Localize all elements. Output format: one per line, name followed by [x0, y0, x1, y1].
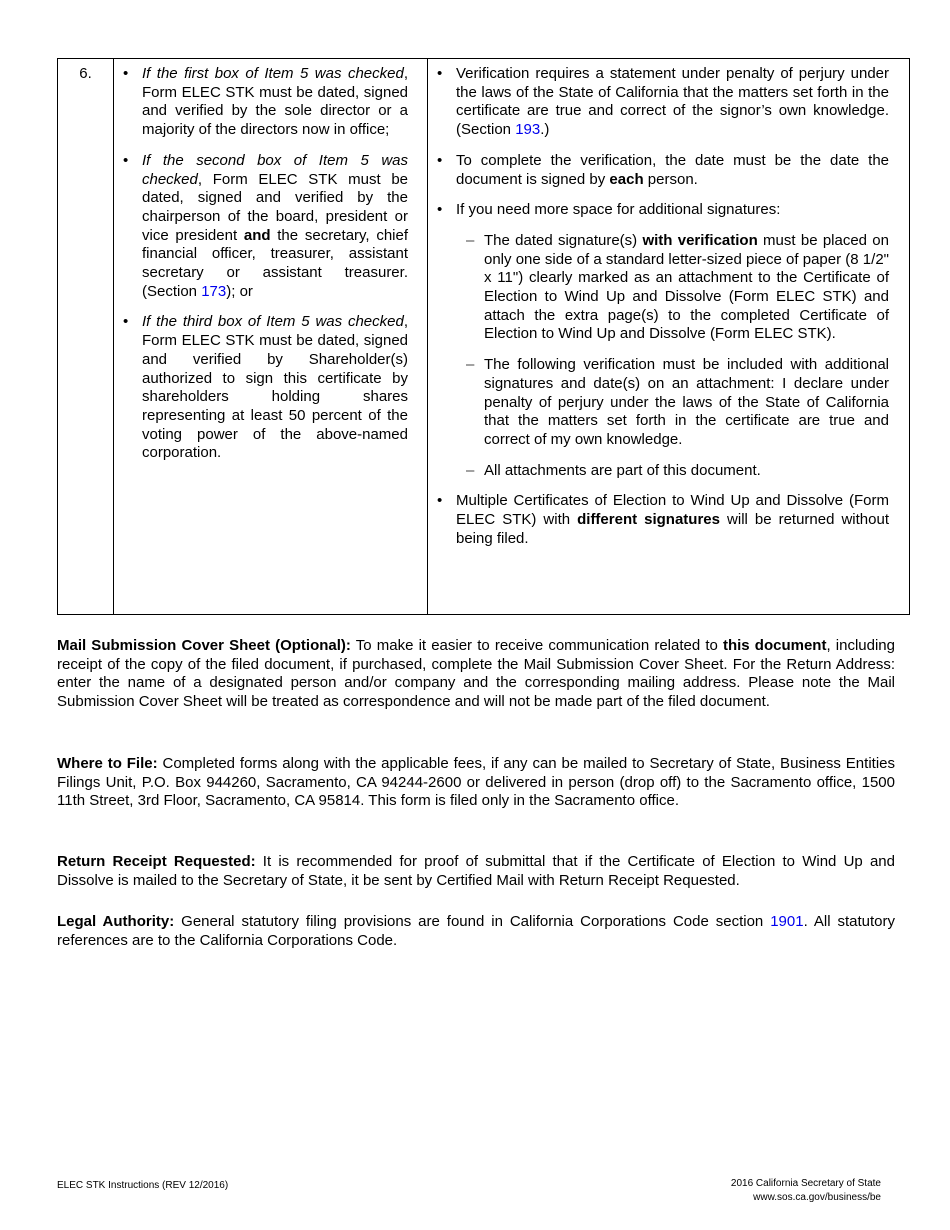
italic-text: If the third box of Item 5 was checked	[142, 313, 404, 331]
sub-list-item	[484, 462, 889, 481]
bold-text: this document	[722, 637, 827, 654]
sub-list-item	[484, 356, 889, 450]
text: , Form ELEC STK must be dated, signed and verified by the sole director or a majority of the directors now in office;	[142, 65, 408, 139]
text: .)	[540, 121, 550, 139]
sub-list	[456, 220, 889, 480]
footer-copyright: 2016 California Secretary of State	[730, 1178, 881, 1189]
text: If you need more space for additional signatures:	[456, 201, 781, 219]
text: All attachments are part of this document.	[484, 461, 761, 479]
text: Completed forms along with the applicable fees, if any can be mailed to Secretary of State, Business Entities Filings Unit, P.O. Box 944260, Sacramento, CA 94244-2600 or delivered in person (drop off) to the Sacramento office, 1500 11th Street, 3rd Floor, Sacramento, CA 95814. This form is filed only in the Sacramento office.	[57, 755, 895, 810]
signature-requirements-list	[114, 59, 427, 463]
bold-text: different signatures	[577, 511, 720, 529]
text: will be returned without being filed.	[456, 511, 890, 547]
bold-text: Return Receipt Requested:	[57, 853, 256, 870]
footer-form-revision: ELEC STK Instructions (REV 12/2016)	[57, 1180, 229, 1191]
text: General statutory filing provisions are found in California Corporations Code section	[174, 913, 771, 930]
text: , Form ELEC STK must be dated, signed and verified by the chairperson of the board, president or vice president	[142, 170, 408, 244]
text: The dated signature(s)	[484, 231, 643, 249]
text: The following verification must be included with additional signatures and date(s) on an attachment: I declare under penalty of perjury under the laws of the State of California that the matters set forth in the certificate are true and correct of my own knowledge.	[484, 356, 889, 448]
return-receipt-paragraph	[57, 853, 895, 890]
list-item	[142, 65, 408, 140]
bold-text: Legal Authority:	[57, 913, 175, 930]
signature-requirements-cell	[114, 59, 428, 615]
footer-website: www.sos.ca.gov/business/be	[753, 1192, 881, 1203]
text: To make it easier to receive communication related to	[350, 637, 723, 654]
instructions-table	[57, 58, 910, 615]
where-to-file-paragraph	[57, 755, 895, 811]
italic-text: If the second box of Item 5 was checked	[142, 151, 408, 188]
bold-text: and	[243, 226, 271, 244]
text: the secretary, chief financial officer, treasurer, assistant secretary or assistant treasurer. (Section	[142, 226, 409, 300]
sub-list-item	[484, 232, 889, 344]
italic-text: If the first box of Item 5 was checked	[142, 65, 404, 82]
list-item	[142, 152, 408, 302]
bold-text: with verification	[642, 231, 758, 249]
list-item	[456, 152, 889, 189]
verification-notes-cell	[428, 59, 910, 615]
mail-submission-paragraph	[57, 637, 895, 712]
bold-text: Mail Submission Cover Sheet (Optional):	[57, 637, 351, 654]
list-item	[456, 492, 889, 548]
item-number: 6.	[58, 59, 114, 615]
bold-text: each	[609, 170, 644, 188]
text: person.	[643, 170, 698, 188]
list-item	[142, 313, 408, 463]
section-link[interactable]: 1901	[770, 913, 804, 930]
text: , including receipt of the copy of the filed document, if purchased, complete the Mail Submission Cover Sheet. For the Return Address: enter the name of a designated person and/or company and the corresponding mailing address. Please note the Mail Submission Cover Sheet will be treated as correspondence and will not be made part of the filed document.	[57, 637, 895, 711]
list-item	[456, 201, 889, 480]
text: Verification requires a statement under penalty of perjury under the laws of the State of California that the matters set forth in the certificate are true and correct of the signor’s own knowledge. (Section	[456, 65, 889, 139]
legal-authority-paragraph	[57, 913, 895, 950]
footer-publisher	[731, 1177, 881, 1205]
bold-text: Where to File:	[57, 755, 158, 772]
text: To complete the verification, the date must be the date the document is signed by	[456, 151, 889, 188]
text: must be placed on only one side of a standard letter-sized piece of paper (8 1/2" x 11") clearly marked as an attachment to the Certificate of Election to Wind Up and Dissolve (Form ELEC STK) and attach the extra page(s) to the completed Certificate of Election to Wind Up and Dissolve (Form ELEC STK).	[484, 231, 889, 343]
section-link[interactable]: 173	[201, 282, 227, 300]
verification-notes-list	[428, 59, 909, 548]
section-link[interactable]: 193	[515, 121, 541, 139]
text: . All statutory references are to the California Corporations Code.	[57, 913, 895, 949]
text: , Form ELEC STK must be dated, signed and verified by Shareholder(s) authorized to sign this certificate by shareholders holding shares representing at least 50 percent of the voting power of the above-named corporation.	[142, 313, 408, 462]
text: It is recommended for proof of submittal that if the Certificate of Election to Wind Up and Dissolve is mailed to the Secretary of State, it be sent by Certified Mail with Return Receipt Requested.	[57, 853, 895, 889]
list-item	[456, 65, 889, 140]
text: Multiple Certificates of Election to Wind Up and Dissolve (Form ELEC STK) with	[456, 492, 889, 529]
text: ); or	[226, 282, 253, 300]
